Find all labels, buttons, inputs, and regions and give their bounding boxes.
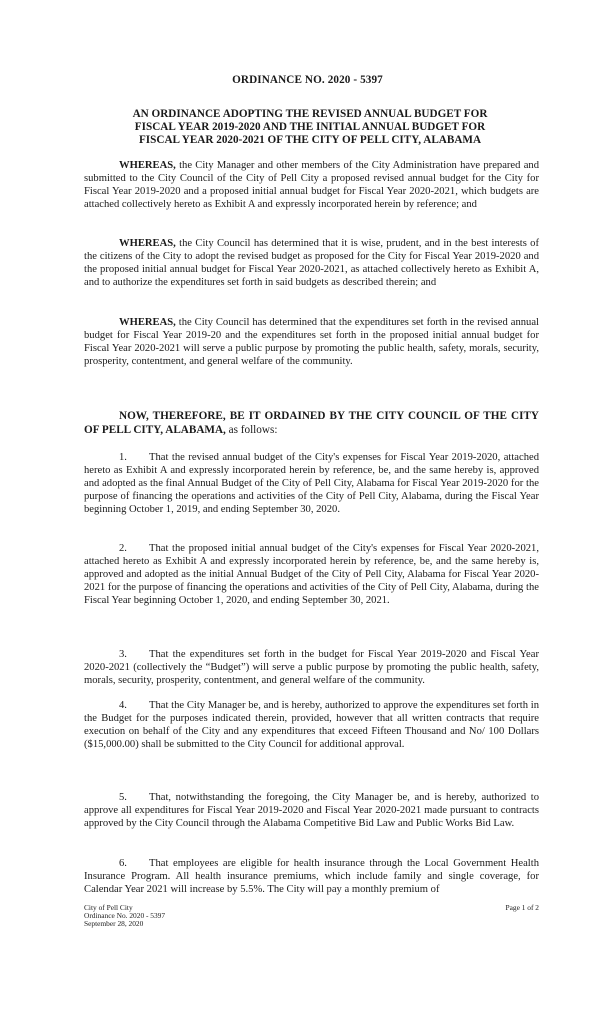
section-text: That the expenditures set forth in the budget for Fiscal Year 2019-2020 and Fiscal Year 2020-2021 (collectively the “Budget”) will serve a public purpose by promoting the public health, safety, morals, security, prosperity, contentment, and general welfare of the community.: [84, 649, 539, 687]
whereas-paragraph-1: [84, 159, 539, 211]
section-text: That the revised annual budget of the City's expenses for Fiscal Year 2019-2020, attached hereto as Exhibit A and expressly incorporated herein by reference, be, and the same hereby is, approved and adopted as the final Annual Budget of the City of Pell City, Alabama for Fiscal Year 2019-2020 for the purpose of financing the operations and activities of the City of Pell City, Alabama, during the Fiscal Year beginning October 1, 2019, and ending September 30, 2020.: [84, 452, 539, 516]
section-number: 3.: [119, 649, 127, 660]
page-number: Page 1 of 2: [505, 903, 539, 912]
ordinance-number: ORDINANCE NO. 2020 - 5397: [232, 74, 383, 86]
whereas-lead: WHEREAS,: [119, 238, 176, 249]
section-number: 4.: [119, 700, 127, 711]
ordained-paragraph: [84, 409, 539, 437]
whereas-text: the City Manager and other members of the City Administration have prepared and submitted to the City Council of the City of Pell City a proposed revised annual budget for the City for Fiscal Year 2019-2020 and a proposed initial annual budget for Fiscal Year 2020-2021, which budgets are attached collectively hereto as Exhibit A and expressly incorporated herein by reference; and: [84, 160, 539, 211]
section-2: [84, 542, 539, 607]
section-5: [84, 791, 539, 830]
section-number: 1.: [119, 452, 127, 463]
whereas-lead: WHEREAS,: [119, 160, 176, 171]
section-1: [84, 451, 539, 516]
section-number: 5.: [119, 792, 127, 803]
section-4: [84, 699, 539, 751]
section-3: [84, 648, 539, 687]
footer-city: City of Pell City: [84, 903, 133, 912]
ordinance-title-line-1: AN ORDINANCE ADOPTING THE REVISED ANNUAL BUDGET FOR: [132, 108, 488, 120]
ordained-text: as follows:: [225, 424, 278, 436]
footer-ordinance-number: Ordinance No. 2020 - 5397: [84, 911, 166, 920]
section-text: That the City Manager be, and is hereby, authorized to approve the expenditures set forth in the Budget for the purposes indicated therein, provided, however that all written contracts that require execution on behalf of the City and any expenditures that exceed Fifteen Thousand and No/ 100 Dollars ($15,000.00) shall be submitted to the City Council for additional approval.: [84, 700, 539, 751]
section-text: That the proposed initial annual budget of the City's expenses for Fiscal Year 2020-2021, attached hereto as Exhibit A and expressly incorporated herein by reference, be, and the same hereby is, approved and adopted as the initial Annual Budget of the City of Pell City, Alabama for Fiscal Year 2020-2021 for the purpose of financing the operations and activities of the City of Pell City, Alabama, during the Fiscal Year beginning October 1, 2020, and ending September 30, 2021.: [84, 543, 539, 607]
section-number: 2.: [119, 543, 127, 554]
whereas-text: the City Council has determined that it is wise, prudent, and in the best interests of the citizens of the City to adopt the revised budget as proposed for the City for Fiscal Year 2019-2020 and the proposed initial annual budget for Fiscal Year 2020-2021, as attached collectively hereto as Exhibit A, and to authorize the expenditures set forth in said budgets as described therein; and: [84, 238, 539, 289]
footer-date: September 28, 2020: [84, 919, 144, 928]
section-text: That employees are eligible for health insurance through the Local Government Health Insurance Program. All health insurance premiums, which include family and single coverage, for Calendar Year 2021 will increase by 5.5%. The City will pay a monthly premium of: [84, 858, 539, 896]
section-text: That, notwithstanding the foregoing, the City Manager be, and is hereby, authorized to approve all expenditures for Fiscal Year 2019-2020 and Fiscal Year 2020-2021 made pursuant to contracts approved by the City Council through the Alabama Competitive Bid Law and Public Works Bid Law.: [84, 792, 539, 830]
section-6: [84, 857, 539, 896]
section-number: 6.: [119, 858, 127, 869]
ordinance-title-line-2: FISCAL YEAR 2019-2020 AND THE INITIAL ANNUAL BUDGET FOR: [134, 121, 486, 133]
whereas-lead: WHEREAS,: [119, 317, 176, 328]
whereas-text: the City Council has determined that the expenditures set forth in the revised annual budget for Fiscal Year 2019-20 and the expenditures set forth in the proposed initial annual budget for Fiscal Year 2020-2021 will serve a public purpose by promoting the public health, safety, morals, security, prosperity, contentment, and general welfare of the community.: [84, 317, 539, 368]
ordained-lead: NOW, THEREFORE, BE IT ORDAINED BY THE CITY COUNCIL OF THE CITY OF PELL CITY, ALABAMA,: [84, 410, 539, 436]
whereas-paragraph-2: [84, 237, 539, 289]
ordinance-title-line-3: FISCAL YEAR 2020-2021 OF THE CITY OF PELL CITY, ALABAMA: [138, 134, 482, 146]
whereas-paragraph-3: [84, 316, 539, 368]
